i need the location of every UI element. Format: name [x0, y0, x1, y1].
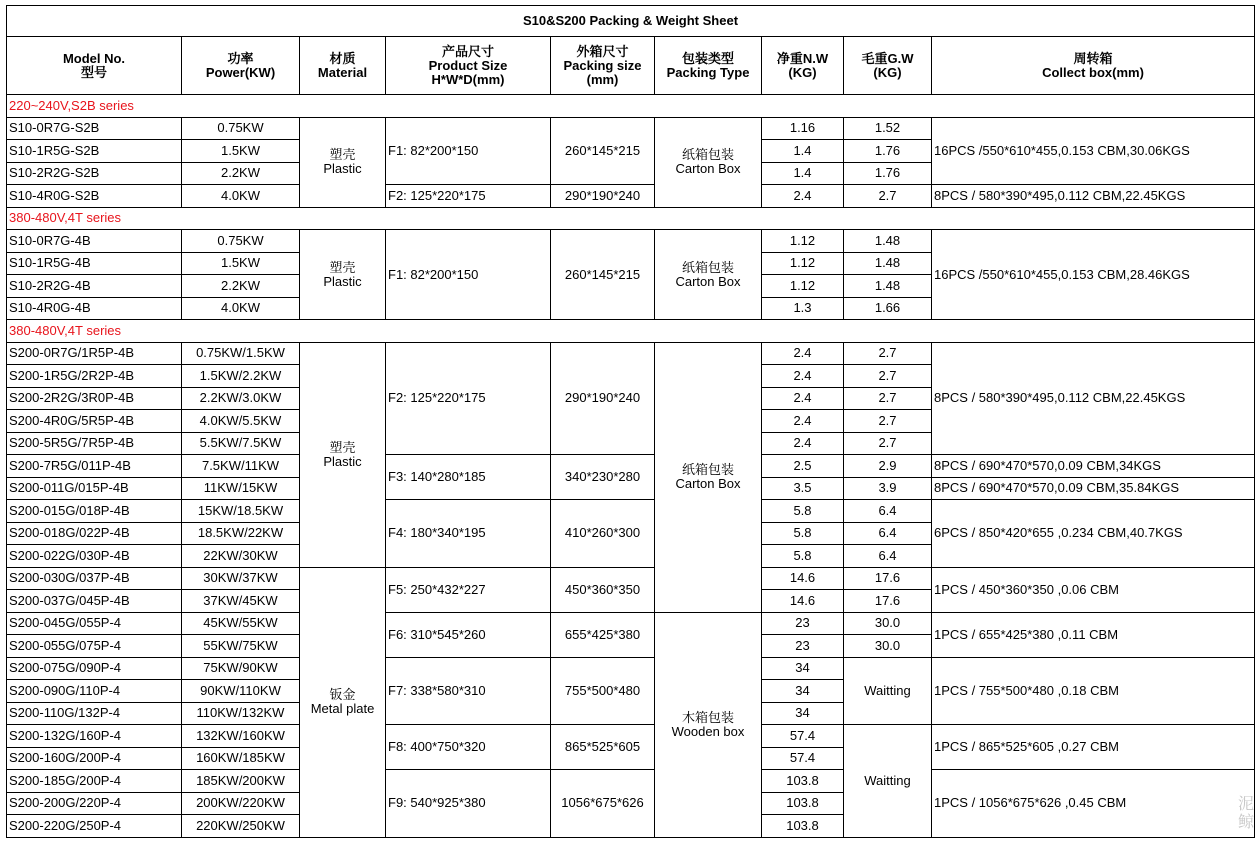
model-cell: S10-1R5G-S2B — [7, 140, 182, 163]
packing-size-cell: 755*500*480 — [551, 657, 655, 725]
power-cell: 5.5KW/7.5KW — [182, 432, 300, 455]
model-cell: S200-1R5G/2R2P-4B — [7, 365, 182, 388]
gross-weight-cell: 3.9 — [844, 477, 932, 500]
header-packing-type: 包装类型 Packing Type — [655, 37, 762, 95]
packing-type-cell: 纸箱包装 Carton Box — [655, 230, 762, 320]
model-cell: S200-018G/022P-4B — [7, 522, 182, 545]
model-cell: S200-055G/075P-4 — [7, 635, 182, 658]
material-cell: 塑壳 Plastic — [300, 342, 386, 567]
watermark: 泥 鲸 — [1237, 796, 1254, 831]
power-cell: 160KW/185KW — [182, 747, 300, 770]
material-cell: 钣金 Metal plate — [300, 567, 386, 837]
power-cell: 1.5KW/2.2KW — [182, 365, 300, 388]
net-weight-cell: 57.4 — [762, 725, 844, 748]
model-cell: S200-015G/018P-4B — [7, 500, 182, 523]
gross-weight-cell: 6.4 — [844, 500, 932, 523]
header-row — [7, 37, 1255, 95]
table-row — [7, 770, 1255, 793]
material-cell: 塑壳 Plastic — [300, 230, 386, 320]
gross-weight-cell: 30.0 — [844, 612, 932, 635]
power-cell: 45KW/55KW — [182, 612, 300, 635]
collect-box-cell: 8PCS / 580*390*495,0.112 CBM,22.45KGS — [932, 342, 1255, 455]
model-cell: S200-5R5G/7R5P-4B — [7, 432, 182, 455]
power-cell: 37KW/45KW — [182, 590, 300, 613]
product-size-cell: F3: 140*280*185 — [386, 455, 551, 500]
material-cell: 塑壳 Plastic — [300, 117, 386, 207]
gross-weight-cell: 30.0 — [844, 635, 932, 658]
collect-box-cell: 16PCS /550*610*455,0.153 CBM,30.06KGS — [932, 117, 1255, 185]
net-weight-cell: 2.4 — [762, 185, 844, 208]
net-weight-cell: 57.4 — [762, 747, 844, 770]
header-model: Model No. 型号 — [7, 37, 182, 95]
net-weight-cell: 1.4 — [762, 140, 844, 163]
product-size-cell: F1: 82*200*150 — [386, 117, 551, 185]
gross-weight-cell: Waitting — [844, 725, 932, 838]
net-weight-cell: 2.4 — [762, 342, 844, 365]
power-cell: 220KW/250KW — [182, 815, 300, 838]
gross-weight-cell: 1.48 — [844, 230, 932, 253]
power-cell: 1.5KW — [182, 252, 300, 275]
power-cell: 22KW/30KW — [182, 545, 300, 568]
gross-weight-cell: 1.76 — [844, 140, 932, 163]
model-cell: S200-045G/055P-4 — [7, 612, 182, 635]
net-weight-cell: 5.8 — [762, 522, 844, 545]
section-title: 380-480V,4T series — [7, 320, 1255, 343]
table-row — [7, 612, 1255, 635]
model-cell: S200-0R7G/1R5P-4B — [7, 342, 182, 365]
table-row — [7, 567, 1255, 590]
packing-weight-table — [6, 5, 1255, 838]
net-weight-cell: 34 — [762, 657, 844, 680]
gross-weight-cell: 1.48 — [844, 252, 932, 275]
section-title: 380-480V,4T series — [7, 207, 1255, 230]
gross-weight-cell: 6.4 — [844, 545, 932, 568]
net-weight-cell: 2.4 — [762, 410, 844, 433]
net-weight-cell: 2.5 — [762, 455, 844, 478]
net-weight-cell: 1.16 — [762, 117, 844, 140]
model-cell: S200-075G/090P-4 — [7, 657, 182, 680]
power-cell: 2.2KW/3.0KW — [182, 387, 300, 410]
collect-box-cell: 6PCS / 850*420*655 ,0.234 CBM,40.7KGS — [932, 500, 1255, 568]
header-packing-size: 外箱尺寸 Packing size (mm) — [551, 37, 655, 95]
power-cell: 185KW/200KW — [182, 770, 300, 793]
power-cell: 0.75KW — [182, 117, 300, 140]
header-net-weight: 净重N.W (KG) — [762, 37, 844, 95]
net-weight-cell: 2.4 — [762, 365, 844, 388]
power-cell: 4.0KW/5.5KW — [182, 410, 300, 433]
net-weight-cell: 1.4 — [762, 162, 844, 185]
header-material: 材质 Material — [300, 37, 386, 95]
model-cell: S200-132G/160P-4 — [7, 725, 182, 748]
header-power: 功率 Power(KW) — [182, 37, 300, 95]
power-cell: 4.0KW — [182, 185, 300, 208]
table-row — [7, 342, 1255, 365]
power-cell: 90KW/110KW — [182, 680, 300, 703]
net-weight-cell: 23 — [762, 612, 844, 635]
table-row — [7, 657, 1255, 680]
packing-size-cell: 655*425*380 — [551, 612, 655, 657]
packing-size-cell: 865*525*605 — [551, 725, 655, 770]
table-row — [7, 725, 1255, 748]
collect-box-cell: 1PCS / 450*360*350 ,0.06 CBM — [932, 567, 1255, 612]
gross-weight-cell: 1.76 — [844, 162, 932, 185]
net-weight-cell: 14.6 — [762, 567, 844, 590]
gross-weight-cell: 1.48 — [844, 275, 932, 298]
model-cell: S200-011G/015P-4B — [7, 477, 182, 500]
packing-size-cell: 1056*675*626 — [551, 770, 655, 838]
power-cell: 132KW/160KW — [182, 725, 300, 748]
gross-weight-cell: 2.7 — [844, 410, 932, 433]
power-cell: 11KW/15KW — [182, 477, 300, 500]
product-size-cell: F2: 125*220*175 — [386, 342, 551, 455]
model-cell: S200-185G/200P-4 — [7, 770, 182, 793]
packing-type-cell: 纸箱包装 Carton Box — [655, 117, 762, 207]
model-cell: S200-090G/110P-4 — [7, 680, 182, 703]
section-title: 220~240V,S2B series — [7, 95, 1255, 118]
packing-type-cell: 纸箱包装 Carton Box — [655, 342, 762, 612]
net-weight-cell: 14.6 — [762, 590, 844, 613]
product-size-cell: F8: 400*750*320 — [386, 725, 551, 770]
gross-weight-cell: 2.7 — [844, 387, 932, 410]
net-weight-cell: 1.12 — [762, 230, 844, 253]
collect-box-cell: 8PCS / 690*470*570,0.09 CBM,35.84KGS — [932, 477, 1255, 500]
packing-size-cell: 410*260*300 — [551, 500, 655, 568]
net-weight-cell: 103.8 — [762, 770, 844, 793]
table-row — [7, 117, 1255, 140]
gross-weight-cell: 17.6 — [844, 590, 932, 613]
gross-weight-cell: 2.7 — [844, 185, 932, 208]
model-cell: S200-037G/045P-4B — [7, 590, 182, 613]
model-cell: S200-200G/220P-4 — [7, 792, 182, 815]
power-cell: 30KW/37KW — [182, 567, 300, 590]
packing-size-cell: 290*190*240 — [551, 185, 655, 208]
power-cell: 55KW/75KW — [182, 635, 300, 658]
packing-size-cell: 260*145*215 — [551, 230, 655, 320]
power-cell: 1.5KW — [182, 140, 300, 163]
header-collect-box: 周转箱 Collect box(mm) — [932, 37, 1255, 95]
power-cell: 0.75KW/1.5KW — [182, 342, 300, 365]
gross-weight-cell: 1.66 — [844, 297, 932, 320]
model-cell: S10-4R0G-S2B — [7, 185, 182, 208]
net-weight-cell: 34 — [762, 702, 844, 725]
model-cell: S200-160G/200P-4 — [7, 747, 182, 770]
packing-size-cell: 290*190*240 — [551, 342, 655, 455]
net-weight-cell: 3.5 — [762, 477, 844, 500]
table-row — [7, 455, 1255, 478]
power-cell: 7.5KW/11KW — [182, 455, 300, 478]
model-cell: S200-022G/030P-4B — [7, 545, 182, 568]
net-weight-cell: 5.8 — [762, 545, 844, 568]
model-cell: S200-4R0G/5R5P-4B — [7, 410, 182, 433]
collect-box-cell: 1PCS / 1056*675*626 ,0.45 CBM — [932, 770, 1255, 838]
model-cell: S200-220G/250P-4 — [7, 815, 182, 838]
model-cell: S200-110G/132P-4 — [7, 702, 182, 725]
gross-weight-cell: Waitting — [844, 657, 932, 725]
net-weight-cell: 1.12 — [762, 275, 844, 298]
net-weight-cell: 103.8 — [762, 792, 844, 815]
header-gross-weight: 毛重G.W (KG) — [844, 37, 932, 95]
product-size-cell: F5: 250*432*227 — [386, 567, 551, 612]
product-size-cell: F4: 180*340*195 — [386, 500, 551, 568]
net-weight-cell: 5.8 — [762, 500, 844, 523]
power-cell: 4.0KW — [182, 297, 300, 320]
packing-size-cell: 340*230*280 — [551, 455, 655, 500]
collect-box-cell: 1PCS / 755*500*480 ,0.18 CBM — [932, 657, 1255, 725]
collect-box-cell: 16PCS /550*610*455,0.153 CBM,28.46KGS — [932, 230, 1255, 320]
gross-weight-cell: 2.7 — [844, 342, 932, 365]
collect-box-cell: 8PCS / 690*470*570,0.09 CBM,34KGS — [932, 455, 1255, 478]
gross-weight-cell: 2.7 — [844, 432, 932, 455]
power-cell: 2.2KW — [182, 275, 300, 298]
net-weight-cell: 2.4 — [762, 387, 844, 410]
model-cell: S10-1R5G-4B — [7, 252, 182, 275]
model-cell: S200-030G/037P-4B — [7, 567, 182, 590]
gross-weight-cell: 6.4 — [844, 522, 932, 545]
net-weight-cell: 1.12 — [762, 252, 844, 275]
power-cell: 110KW/132KW — [182, 702, 300, 725]
packing-type-cell: 木箱包装 Wooden box — [655, 612, 762, 837]
gross-weight-cell: 1.52 — [844, 117, 932, 140]
model-cell: S10-0R7G-S2B — [7, 117, 182, 140]
product-size-cell: F7: 338*580*310 — [386, 657, 551, 725]
sheet-title: S10&S200 Packing & Weight Sheet — [7, 6, 1255, 37]
header-product-size: 产品尺寸 Product Size H*W*D(mm) — [386, 37, 551, 95]
net-weight-cell: 2.4 — [762, 432, 844, 455]
power-cell: 2.2KW — [182, 162, 300, 185]
table-row — [7, 500, 1255, 523]
power-cell: 75KW/90KW — [182, 657, 300, 680]
power-cell: 15KW/18.5KW — [182, 500, 300, 523]
packing-size-cell: 260*145*215 — [551, 117, 655, 185]
model-cell: S10-2R2G-S2B — [7, 162, 182, 185]
model-cell: S200-7R5G/011P-4B — [7, 455, 182, 478]
model-cell: S200-2R2G/3R0P-4B — [7, 387, 182, 410]
net-weight-cell: 1.3 — [762, 297, 844, 320]
power-cell: 0.75KW — [182, 230, 300, 253]
packing-size-cell: 450*360*350 — [551, 567, 655, 612]
product-size-cell: F9: 540*925*380 — [386, 770, 551, 838]
power-cell: 200KW/220KW — [182, 792, 300, 815]
product-size-cell: F2: 125*220*175 — [386, 185, 551, 208]
table-row — [7, 185, 1255, 208]
gross-weight-cell: 2.7 — [844, 365, 932, 388]
table-row — [7, 230, 1255, 253]
net-weight-cell: 103.8 — [762, 815, 844, 838]
collect-box-cell: 1PCS / 865*525*605 ,0.27 CBM — [932, 725, 1255, 770]
product-size-cell: F6: 310*545*260 — [386, 612, 551, 657]
power-cell: 18.5KW/22KW — [182, 522, 300, 545]
gross-weight-cell: 17.6 — [844, 567, 932, 590]
gross-weight-cell: 2.9 — [844, 455, 932, 478]
model-cell: S10-4R0G-4B — [7, 297, 182, 320]
collect-box-cell: 1PCS / 655*425*380 ,0.11 CBM — [932, 612, 1255, 657]
collect-box-cell: 8PCS / 580*390*495,0.112 CBM,22.45KGS — [932, 185, 1255, 208]
product-size-cell: F1: 82*200*150 — [386, 230, 551, 320]
model-cell: S10-0R7G-4B — [7, 230, 182, 253]
net-weight-cell: 23 — [762, 635, 844, 658]
model-cell: S10-2R2G-4B — [7, 275, 182, 298]
net-weight-cell: 34 — [762, 680, 844, 703]
